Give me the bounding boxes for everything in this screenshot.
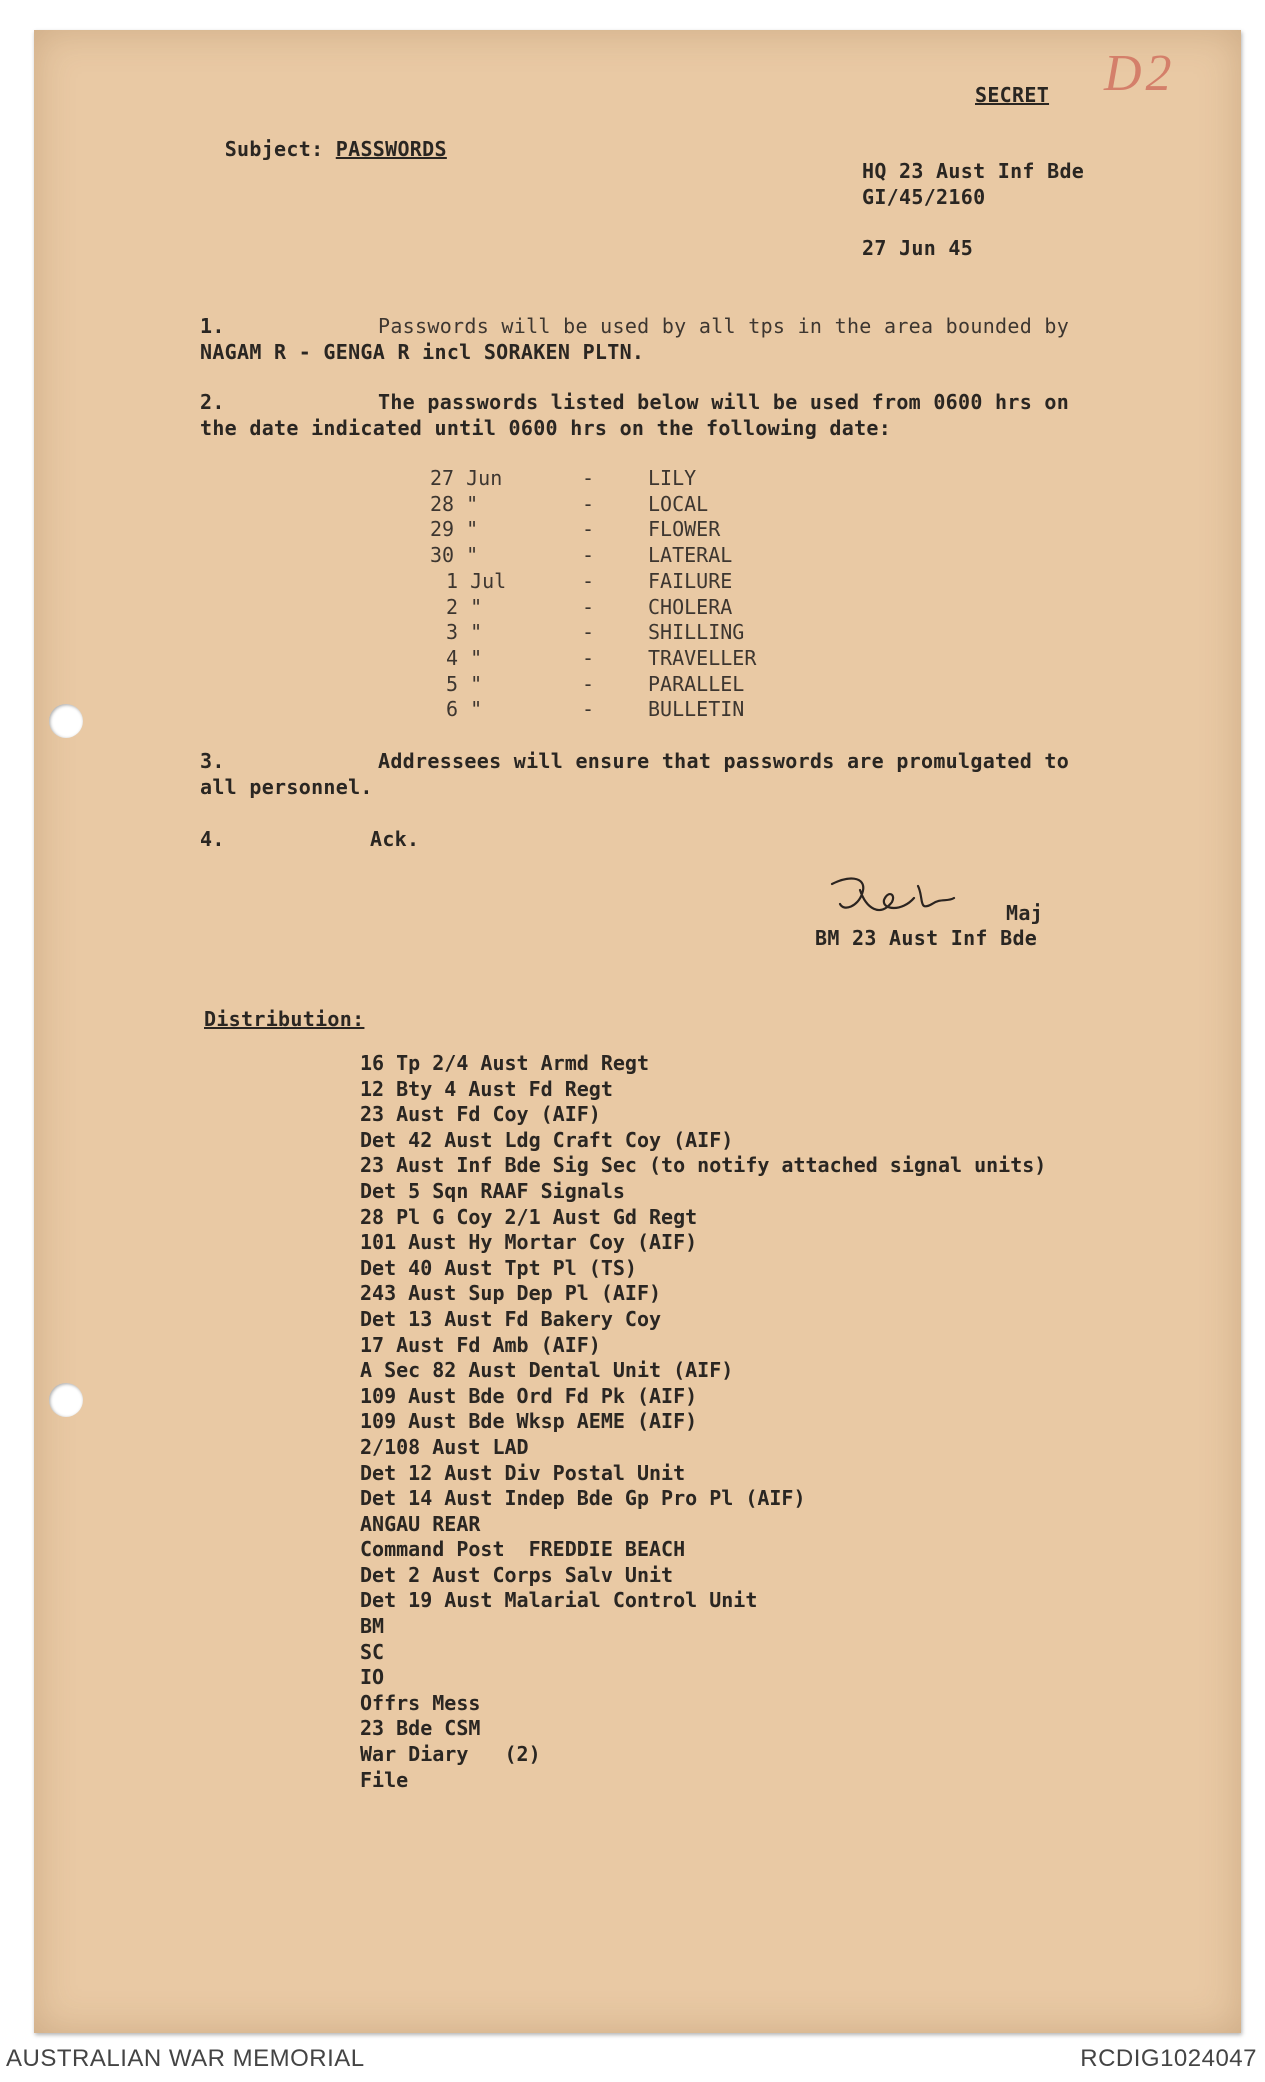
reference-mark: D2: [1104, 45, 1176, 102]
password-row: [430, 516, 850, 542]
password-row: [430, 491, 850, 517]
distribution-item: 17 Aust Fd Amb (AIF): [360, 1332, 601, 1357]
password-date: 3 ": [446, 620, 483, 645]
distribution-item: Det 2 Aust Corps Salv Unit: [360, 1562, 674, 1587]
password-row: [430, 594, 850, 620]
distribution-item: 28 Pl G Coy 2/1 Aust Gd Regt: [360, 1204, 698, 1229]
distribution-item: Det 14 Aust Indep Bde Gp Pro Pl (AIF): [360, 1486, 806, 1511]
password-word: LATERAL: [648, 543, 733, 568]
signature-rank: Maj: [1006, 901, 1044, 925]
password-dash: -: [582, 491, 595, 516]
password-row: [430, 671, 850, 697]
footer-left: AUSTRALIAN WAR MEMORIAL: [6, 2045, 365, 2072]
distribution-item: 109 Aust Bde Ord Fd Pk (AIF): [360, 1383, 698, 1408]
distribution-item: Command Post FREDDIE BEACH: [360, 1537, 686, 1562]
distribution-item: SC: [360, 1639, 385, 1664]
distribution-item: Det 12 Aust Div Postal Unit: [360, 1460, 686, 1485]
subject-label: Subject:: [224, 137, 324, 161]
password-date: 30 ": [430, 543, 479, 568]
password-date: 5 ": [446, 671, 483, 696]
password-word: LILY: [648, 466, 697, 490]
password-word: SHILLING: [648, 620, 745, 645]
password-word: CHOLERA: [648, 594, 733, 619]
footer-right: RCDIG1024047: [1080, 2045, 1257, 2072]
punch-hole-bottom: [49, 1383, 83, 1417]
distribution-item: Offrs Mess: [360, 1690, 481, 1715]
password-word: BULLETIN: [648, 697, 745, 722]
password-date: 4 ": [446, 645, 483, 670]
document-date: 27 Jun 45: [862, 236, 974, 260]
para2-number: 2.: [200, 390, 225, 414]
password-row: [430, 568, 850, 594]
password-row: [430, 645, 850, 671]
password-row: [430, 542, 850, 568]
distribution-item: Det 19 Aust Malarial Control Unit: [360, 1588, 758, 1613]
password-dash: -: [582, 594, 595, 619]
classification: SECRET: [975, 83, 1050, 107]
password-row: [430, 619, 850, 645]
distribution-item: Det 42 Aust Ldg Craft Coy (AIF): [360, 1127, 734, 1152]
distribution-item: 23 Aust Fd Coy (AIF): [360, 1102, 601, 1127]
password-dash: -: [582, 466, 595, 490]
distribution-item: A Sec 82 Aust Dental Unit (AIF): [360, 1358, 734, 1383]
distribution-item: Det 13 Aust Fd Bakery Coy: [360, 1306, 662, 1331]
password-date: 27 Jun: [430, 466, 503, 490]
distribution-item: BM: [360, 1614, 385, 1639]
punch-hole-top: [49, 704, 83, 738]
password-word: FAILURE: [648, 568, 733, 593]
handwritten-signature: [822, 868, 1022, 928]
distribution-item: File: [360, 1767, 409, 1792]
para4-number: 4.: [200, 827, 225, 851]
signature-title: BM 23 Aust Inf Bde: [815, 926, 1038, 950]
password-date: 6 ": [446, 697, 483, 722]
distribution-item: Det 40 Aust Tpt Pl (TS): [360, 1255, 637, 1280]
para4-text: Ack.: [370, 827, 420, 851]
distribution-item: War Diary (2): [360, 1742, 541, 1767]
password-row: [430, 696, 850, 722]
para1-line2: NAGAM R - GENGA R incl SORAKEN PLTN.: [200, 340, 645, 364]
para1-line1: Passwords will be used by all tps in the area bounded by: [378, 314, 1070, 338]
password-row: [430, 465, 850, 491]
password-date: 1 Jul: [446, 568, 507, 593]
distribution-item: 101 Aust Hy Mortar Coy (AIF): [360, 1230, 698, 1255]
distribution-item: 23 Aust Inf Bde Sig Sec (to notify attached signal units): [360, 1153, 1047, 1178]
para3-line1: Addressees will ensure that passwords are promulgated to: [378, 749, 1070, 773]
distribution-list: [360, 1051, 1046, 1793]
para3-number: 3.: [200, 749, 225, 773]
distribution-item: ANGAU REAR: [360, 1511, 481, 1536]
password-date: 2 ": [446, 594, 483, 619]
para2-line1: The passwords listed below will be used from 0600 hrs on: [378, 390, 1070, 414]
password-word: FLOWER: [648, 517, 721, 542]
password-date: 28 ": [430, 491, 479, 516]
password-dash: -: [582, 697, 595, 722]
password-dash: -: [582, 620, 595, 645]
subject: PASSWORDS: [335, 137, 447, 161]
headquarters: HQ 23 Aust Inf Bde: [862, 159, 1085, 183]
password-word: TRAVELLER: [648, 645, 757, 670]
file-reference: GI/45/2160: [862, 185, 986, 209]
password-word: PARALLEL: [648, 671, 745, 696]
distribution-item: 16 Tp 2/4 Aust Armd Regt: [360, 1051, 649, 1075]
distribution-label: Distribution:: [204, 1007, 365, 1031]
password-dash: -: [582, 671, 595, 696]
password-word: LOCAL: [648, 491, 709, 516]
password-dash: -: [582, 517, 595, 542]
distribution-item: 109 Aust Bde Wksp AEME (AIF): [360, 1409, 698, 1434]
distribution-item: IO: [360, 1665, 385, 1690]
password-date: 29 ": [430, 517, 479, 542]
distribution-item: 23 Bde CSM: [360, 1716, 481, 1741]
password-dash: -: [582, 568, 595, 593]
distribution-item: Det 5 Sqn RAAF Signals: [360, 1178, 625, 1203]
subject-line: [200, 110, 447, 162]
distribution-item: 12 Bty 4 Aust Fd Regt: [360, 1076, 613, 1101]
para2-line2: the date indicated until 0600 hrs on the following date:: [200, 416, 892, 440]
password-dash: -: [582, 543, 595, 568]
para1-number: 1.: [200, 314, 225, 338]
para3-line2: all personnel.: [200, 775, 373, 799]
password-dash: -: [582, 645, 595, 670]
distribution-item: 2/108 Aust LAD: [360, 1434, 529, 1459]
distribution-item: 243 Aust Sup Dep Pl (AIF): [360, 1281, 662, 1306]
